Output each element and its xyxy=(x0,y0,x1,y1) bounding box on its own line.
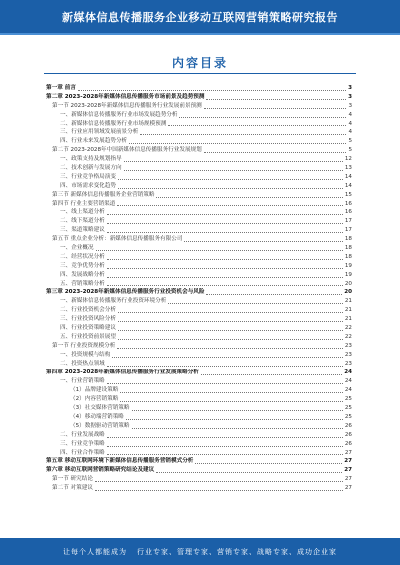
toc-entry[interactable] xyxy=(46,413,352,422)
toc-entry[interactable] xyxy=(46,262,352,271)
footer-slogan: 让每个人都能成为 xyxy=(63,547,127,556)
toc-entry[interactable] xyxy=(46,120,352,129)
toc-entry[interactable] xyxy=(46,422,352,431)
toc-entry-title: 三、行业竞争策略 xyxy=(60,440,105,447)
toc-entry[interactable] xyxy=(46,324,352,333)
toc-leader-dots xyxy=(179,117,346,118)
toc-entry-title: （4）移动端营销策略 xyxy=(70,413,124,420)
toc-entry-title: 二、新媒体信息传播服务行业市场规模预测 xyxy=(60,120,167,127)
toc-entry[interactable] xyxy=(46,93,352,102)
toc-entry-title: 一、投资规模与结构 xyxy=(60,351,111,358)
toc-entry-title: 第三节 新媒体信息传播服务企业营销策略 xyxy=(52,191,155,198)
toc-entry-title: 三、行业投资风险分析 xyxy=(60,316,116,323)
toc-entry-title: 第一章 前言 xyxy=(46,84,76,91)
toc-entry-title: 五、营销策略分析 xyxy=(60,280,105,287)
report-header xyxy=(0,0,400,35)
toc-entry-page: 15 xyxy=(344,191,352,198)
toc-leader-dots xyxy=(117,205,343,206)
toc-entry-title: 第一节 研究结论 xyxy=(52,476,93,483)
toc-entry-title: 五、行业投资前景展望 xyxy=(60,333,116,340)
toc-entry-page: 23 xyxy=(344,351,352,358)
toc-entry-title: 四、行业投资策略建议 xyxy=(60,325,116,332)
toc-leader-dots xyxy=(107,214,343,215)
toc-heading: 内容目录 xyxy=(171,56,228,70)
toc-entry[interactable] xyxy=(46,191,352,200)
toc-leader-dots xyxy=(129,143,346,144)
toc-entry[interactable] xyxy=(46,208,352,217)
toc-leader-dots xyxy=(107,223,343,224)
toc-entry-title: 三、行业竞争格局演变 xyxy=(60,173,116,180)
toc-entry[interactable] xyxy=(46,457,352,466)
toc-entry-title: 第四章 2023-2028年新媒体信息传播服务行业发展策略分析 xyxy=(46,369,199,376)
toc-entry-title: 四、行业合作策略 xyxy=(60,449,105,456)
toc-entry-title: 第三章 2023-2028年新媒体信息传播服务行业投资机会与风险 xyxy=(46,289,205,296)
toc-entry[interactable] xyxy=(46,200,352,209)
toc-entry[interactable] xyxy=(46,244,352,253)
toc-entry[interactable] xyxy=(46,386,352,395)
footer-tag: 成功企业家 xyxy=(297,547,337,556)
toc-leader-dots xyxy=(117,348,343,349)
toc-entry[interactable] xyxy=(46,102,352,111)
toc-entry[interactable] xyxy=(46,342,352,351)
toc-leader-dots xyxy=(107,446,343,447)
toc-leader-dots xyxy=(118,330,343,331)
toc-entry[interactable] xyxy=(46,297,352,306)
toc-leader-dots xyxy=(201,374,342,375)
toc-entry-page: 14 xyxy=(344,173,352,180)
toc-entry-title: 一、行业营销策略 xyxy=(60,378,105,385)
toc-entry[interactable] xyxy=(46,137,352,146)
toc-entry-page: 4 xyxy=(348,120,352,127)
toc-entry-page: 27 xyxy=(344,467,352,474)
toc-entry-page: 16 xyxy=(344,209,352,216)
toc-leader-dots xyxy=(107,437,343,438)
toc-entry-title: （3）社交媒体营销策略 xyxy=(70,405,130,412)
toc-entry-page: 21 xyxy=(344,307,352,314)
toc-entry[interactable] xyxy=(46,440,352,449)
footer-tag: 战略专家 xyxy=(257,547,289,556)
toc-entry-title: 第二章 2023-2028年新媒体信息传播服务市场前景及趋势预测 xyxy=(46,93,205,100)
toc-entry-title: 一、企业概况 xyxy=(60,245,94,252)
toc-leader-dots xyxy=(118,339,343,340)
toc-leader-dots xyxy=(204,108,347,109)
toc-leader-dots xyxy=(118,312,343,313)
toc-entry-page: 20 xyxy=(344,280,352,287)
toc-entry-page: 27 xyxy=(344,476,352,483)
toc-entry-page: 16 xyxy=(344,200,352,207)
toc-entry-title: 第四节 行业主要营销渠道 xyxy=(52,200,116,207)
toc-entry[interactable] xyxy=(46,253,352,262)
toc-entry-page: 18 xyxy=(344,253,352,260)
toc-entry-page: 24 xyxy=(344,378,352,385)
toc-leader-dots xyxy=(107,366,343,367)
toc-leader-dots xyxy=(107,268,343,269)
toc-entry-page: 18 xyxy=(344,236,352,243)
toc-entry-page: 22 xyxy=(344,333,352,340)
toc-entry-title: 一、新媒体信息传播服务行业市场发展趋势分析 xyxy=(60,111,178,118)
toc-entry-title: 四、行业未来发展趋势分析 xyxy=(60,138,128,145)
toc-entry[interactable] xyxy=(46,466,352,475)
toc-entry[interactable] xyxy=(46,146,352,155)
toc-entry-title: 一、政策支持及规划指导 xyxy=(60,156,122,163)
toc-leader-dots xyxy=(107,383,343,384)
toc-leader-dots xyxy=(126,419,343,420)
toc-entry[interactable] xyxy=(46,360,352,369)
toc-entry-page: 27 xyxy=(344,458,352,465)
toc-entry-title: 第五节 重点企业分析：新媒体信息传播服务有限公司 xyxy=(52,236,183,243)
toc-leader-dots xyxy=(156,472,342,473)
toc-entry-page: 27 xyxy=(344,485,352,492)
toc-entry-page: 14 xyxy=(344,182,352,189)
toc-leader-dots xyxy=(195,463,342,464)
toc-entry[interactable] xyxy=(46,128,352,137)
toc-entry-page: 26 xyxy=(344,422,352,429)
toc-entry-title: （1）品牌建设策略 xyxy=(70,387,119,394)
toc-entry-title: （5）数据驱动营销策略 xyxy=(70,422,130,429)
toc-entry[interactable] xyxy=(46,235,352,244)
toc-leader-dots xyxy=(120,392,343,393)
toc-entry[interactable] xyxy=(46,173,352,182)
toc-entry[interactable] xyxy=(46,404,352,413)
toc-entry[interactable] xyxy=(46,484,352,493)
toc-leader-dots xyxy=(206,294,342,295)
toc-entry-page: 23 xyxy=(344,360,352,367)
toc-entry-page: 21 xyxy=(344,316,352,323)
toc-leader-dots xyxy=(95,481,343,482)
toc-leader-dots xyxy=(107,277,343,278)
toc-entry-page: 4 xyxy=(348,111,352,118)
toc-leader-dots xyxy=(107,232,343,233)
toc-entry[interactable] xyxy=(46,306,352,315)
footer-tag: 营销专家 xyxy=(217,547,249,556)
toc-entry[interactable] xyxy=(46,84,352,93)
toc-entry-title: 第六章 移动互联网营销策略研究结论及建议 xyxy=(46,467,155,474)
toc-entry-page: 3 xyxy=(348,102,352,109)
toc-entry-page: 19 xyxy=(344,262,352,269)
toc-leader-dots xyxy=(112,357,343,358)
toc-entry[interactable] xyxy=(46,377,352,386)
toc-entry-title: 第二节 对策建议 xyxy=(52,485,93,492)
toc-entry[interactable] xyxy=(46,351,352,360)
toc-leader-dots xyxy=(120,401,343,402)
toc-entry[interactable] xyxy=(46,288,352,297)
toc-entry-page: 21 xyxy=(344,298,352,305)
toc-entry-title: （2）内容营销策略 xyxy=(70,396,119,403)
toc-entry-title: 三、行业应用领域发展前景分析 xyxy=(60,129,139,136)
toc-entry-title: 第一节 行业投资规模分析 xyxy=(52,342,116,349)
toc-entry-page: 12 xyxy=(344,156,352,163)
toc-entry[interactable] xyxy=(46,333,352,342)
toc-entry-page: 23 xyxy=(344,342,352,349)
toc-entry-title: 一、新媒体信息传播服务行业投资环境分析 xyxy=(60,298,167,305)
toc-entry-title: 三、竞争优势分析 xyxy=(60,262,105,269)
toc-entry-page: 17 xyxy=(344,218,352,225)
toc-entry[interactable] xyxy=(46,164,352,173)
toc-entry-title: 二、线下渠道分析 xyxy=(60,218,105,225)
toc-entry-title: 四、发展战略分析 xyxy=(60,271,105,278)
toc-entry-page: 25 xyxy=(344,396,352,403)
toc-entry-page: 24 xyxy=(344,369,352,376)
toc-entry-page: 5 xyxy=(348,138,352,145)
toc-entry[interactable] xyxy=(46,182,352,191)
toc-entry-title: 一、线上渠道分析 xyxy=(60,209,105,216)
toc-entry-title: 三、渠道策略建议 xyxy=(60,227,105,234)
toc-entry[interactable] xyxy=(46,449,352,458)
toc-divider xyxy=(44,73,356,74)
toc-entry-title: 二、技术创新与发展方向 xyxy=(60,165,122,171)
toc-leader-dots xyxy=(107,454,343,455)
toc-leader-dots xyxy=(107,259,343,260)
toc-leader-dots xyxy=(156,197,342,198)
toc-entry-title: 四、市场需求变化趋势 xyxy=(60,182,116,189)
toc-entry-page: 26 xyxy=(344,440,352,447)
toc-entry[interactable] xyxy=(46,395,352,404)
toc-entry-title: 二、行业发展战略 xyxy=(60,431,105,438)
toc-entry-page: 26 xyxy=(344,431,352,438)
toc-entry[interactable] xyxy=(46,431,352,440)
toc-leader-dots xyxy=(204,152,347,153)
toc-entry-page: 17 xyxy=(344,227,352,234)
toc-leader-dots xyxy=(168,125,346,126)
toc-entry-title: 二、经营状况分析 xyxy=(60,253,105,260)
toc-entry-page: 3 xyxy=(348,84,352,91)
toc-entry-title: 第二节 2023-2028年中国新媒体信息传播服务行业发展规划 xyxy=(52,147,202,154)
toc-leader-dots xyxy=(107,285,343,286)
toc-leader-dots xyxy=(95,490,343,491)
toc-entry[interactable] xyxy=(46,280,352,289)
toc-leader-dots xyxy=(168,303,343,304)
toc-leader-dots xyxy=(132,428,343,429)
toc-entry-title: 第一节 2023-2028年新媒体信息传播服务行业发展前景预测 xyxy=(52,102,202,109)
footer-tag: 管理专家 xyxy=(177,547,209,556)
toc-entry[interactable] xyxy=(46,369,352,378)
toc-leader-dots xyxy=(184,241,342,242)
toc-entry-page: 25 xyxy=(344,413,352,420)
toc-entry[interactable] xyxy=(46,111,352,120)
toc-entry-page: 27 xyxy=(344,449,352,456)
toc-leader-dots xyxy=(124,161,343,162)
toc-entry-page: 3 xyxy=(348,93,352,100)
toc-entry-title: 第五章 移动互联网环境下新媒体信息传播服务营销模式分析 xyxy=(46,458,194,465)
report-title: 新媒体信息传播服务企业移动互联网营销策略研究报告 xyxy=(62,10,338,24)
toc-entry-page: 18 xyxy=(344,245,352,252)
toc-leader-dots xyxy=(118,188,343,189)
toc-entry[interactable] xyxy=(46,271,352,280)
toc-entry-page: 20 xyxy=(344,289,352,296)
toc-entry-title: 二、投资热点领域 xyxy=(60,360,105,367)
footer-tag: 行业专家 xyxy=(137,547,169,556)
toc-leader-dots xyxy=(132,410,343,411)
toc-leader-dots xyxy=(118,321,343,322)
toc-entry[interactable] xyxy=(46,217,352,226)
toc-leader-dots xyxy=(118,179,343,180)
toc-leader-dots xyxy=(78,90,346,91)
footer-banner: 让每个人都能成为 行业专家 、 管理专家 、 营销专家 、 战略专家 、 成功企业家 xyxy=(0,538,400,565)
toc-leader-dots xyxy=(140,134,346,135)
toc-entry[interactable] xyxy=(46,155,352,164)
toc-entry[interactable] xyxy=(46,315,352,324)
toc-entry-page: 25 xyxy=(344,405,352,412)
toc-leader-dots xyxy=(96,250,343,251)
toc-entry-page: 4 xyxy=(348,129,352,136)
toc-entry-page: 19 xyxy=(344,271,352,278)
toc-entry[interactable] xyxy=(46,226,352,235)
toc-leader-dots xyxy=(124,170,343,171)
toc-entry[interactable] xyxy=(46,475,352,484)
toc-entry-page: 13 xyxy=(344,165,352,171)
toc-leader-dots xyxy=(206,99,346,100)
toc-entry-page: 24 xyxy=(344,387,352,394)
toc-entry-page: 22 xyxy=(344,325,352,332)
toc-entry-page: 5 xyxy=(348,147,352,154)
toc-entry-title: 二、行业投资机会分析 xyxy=(60,307,116,314)
table-of-contents xyxy=(46,84,352,493)
